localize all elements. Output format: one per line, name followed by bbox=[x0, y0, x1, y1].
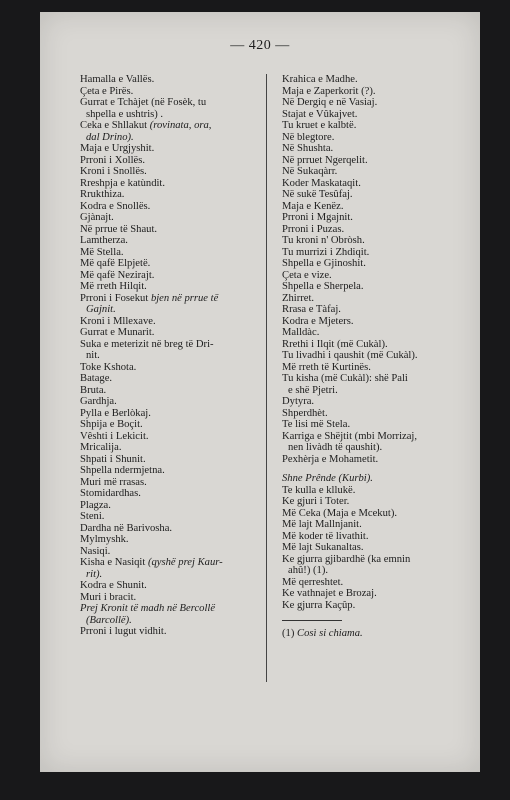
line-text: Ke vathnajet e Brozaj. bbox=[282, 588, 377, 599]
line-text: Shpija e Boçit. bbox=[80, 419, 143, 430]
line-text: Tu livadhi i qaushit (më Cukàl). bbox=[282, 350, 418, 361]
toponym-line bbox=[80, 304, 258, 316]
toponym-line bbox=[80, 86, 258, 98]
book-page bbox=[40, 12, 480, 772]
toponym-line bbox=[282, 519, 460, 531]
line-text: Prroni i lugut vidhit. bbox=[80, 626, 167, 637]
toponym-line bbox=[80, 419, 258, 431]
toponym-line bbox=[80, 97, 258, 109]
line-text: Rreshpja e katùndit. bbox=[80, 177, 166, 189]
line-text: Te lisi më Stela. bbox=[282, 419, 351, 430]
line-italic-note: (Barcollë). bbox=[86, 614, 132, 626]
line-text: Maja e Zaperkorit (?). bbox=[282, 85, 376, 97]
line-text: Zhirret. bbox=[282, 292, 315, 304]
toponym-line bbox=[282, 189, 460, 201]
toponym-line bbox=[80, 408, 258, 420]
toponym-line bbox=[80, 362, 258, 374]
line-italic-note: Shne Prênde (Kurbi). bbox=[282, 473, 373, 484]
toponym-line bbox=[282, 316, 460, 328]
line-text: Mylmyshk. bbox=[80, 534, 129, 545]
toponym-line bbox=[80, 615, 258, 627]
line-text: Shpella ndermjetna. bbox=[80, 465, 165, 476]
line-text: Më Ceka (Maja e Mcekut). bbox=[282, 507, 398, 519]
toponym-line bbox=[80, 534, 258, 546]
line-italic-note: Prej Kronit të madh në Bercollë bbox=[80, 603, 216, 614]
line-text: Më qerreshtet. bbox=[282, 576, 344, 588]
line-text: Gurrat e Tchàjet (në Fosèk, tu bbox=[80, 97, 207, 108]
toponym-line bbox=[80, 120, 258, 132]
footnote bbox=[282, 628, 460, 640]
toponym-line bbox=[282, 408, 460, 420]
toponym-line bbox=[80, 178, 258, 190]
toponym-line bbox=[282, 97, 460, 109]
toponym-line bbox=[282, 362, 460, 374]
line-text: Batage. bbox=[80, 373, 113, 384]
line-italic-note: bjen në prrue të bbox=[150, 292, 219, 304]
toponym-line bbox=[80, 592, 258, 604]
line-text: Vêshti i Lekicit. bbox=[80, 430, 149, 442]
line-text: Plagza. bbox=[80, 499, 111, 511]
line-text: Bruta. bbox=[80, 384, 107, 396]
toponym-line bbox=[282, 473, 460, 485]
line-text: Malldàc. bbox=[282, 327, 320, 338]
line-text: Prroni i Mgajnit. bbox=[282, 212, 353, 223]
toponym-line bbox=[80, 247, 258, 259]
toponym-line bbox=[282, 258, 460, 270]
line-text: Tu murrizi i Zhdiqit. bbox=[282, 246, 370, 258]
line-text: Ke gjuri i Toter. bbox=[282, 496, 350, 507]
line-text: Rrukthiza. bbox=[80, 189, 125, 200]
line-text: Më qafë Elpjetë. bbox=[80, 258, 151, 269]
line-text: Prroni i Puzas. bbox=[282, 223, 345, 235]
toponym-line bbox=[80, 212, 258, 224]
toponym-line bbox=[282, 270, 460, 282]
toponym-line bbox=[80, 396, 258, 408]
footnote-number: (1) bbox=[282, 628, 295, 639]
toponym-line bbox=[80, 270, 258, 282]
toponym-line bbox=[80, 580, 258, 592]
line-text: Koder Maskataqit. bbox=[282, 177, 361, 189]
line-text: Shpella e Gjinoshit. bbox=[282, 258, 366, 269]
line-text: Shpati i Shunit. bbox=[80, 453, 146, 465]
toponym-line bbox=[282, 565, 460, 577]
toponym-line bbox=[80, 143, 258, 155]
line-text: Toke Kshota. bbox=[80, 361, 137, 373]
line-text: Në prrue të Shaut. bbox=[80, 223, 158, 235]
toponym-line bbox=[282, 178, 460, 190]
toponym-line bbox=[282, 485, 460, 497]
toponym-line bbox=[80, 281, 258, 293]
line-text: Më lajt Sukanaltas. bbox=[282, 542, 364, 553]
line-text: Gjànajt. bbox=[80, 212, 114, 223]
toponym-line bbox=[282, 431, 460, 443]
toponym-line bbox=[80, 166, 258, 178]
line-text: Ke gjurra gjibardhë (ka emnin bbox=[282, 553, 411, 565]
toponym-line bbox=[80, 626, 258, 638]
line-text: Në Shushta. bbox=[282, 143, 334, 154]
line-text: Ceka e Shllakut bbox=[80, 120, 148, 131]
line-text: Stajat e Vûkajvet. bbox=[282, 108, 358, 120]
toponym-line bbox=[80, 546, 258, 558]
page-number: — 420 — bbox=[230, 38, 290, 53]
column-divider bbox=[266, 74, 267, 682]
toponym-line bbox=[282, 166, 460, 178]
footnote-rule bbox=[282, 620, 342, 621]
toponym-line bbox=[282, 588, 460, 600]
line-text: Kroni i Snollës. bbox=[80, 166, 147, 177]
toponym-line bbox=[282, 74, 460, 86]
line-text: Më koder të livathit. bbox=[282, 530, 369, 542]
toponym-line bbox=[80, 201, 258, 213]
toponym-line bbox=[282, 201, 460, 213]
toponym-line bbox=[282, 339, 460, 351]
line-text: Pexhèrja e Mohametit. bbox=[282, 453, 379, 465]
line-text: Kodra e Mjeters. bbox=[282, 315, 354, 327]
toponym-line bbox=[282, 281, 460, 293]
toponym-line bbox=[282, 293, 460, 305]
left-column bbox=[80, 74, 258, 638]
line-italic-note: (qyshë prej Kaur- bbox=[147, 557, 223, 568]
line-text: Në sukë Tesûfaj. bbox=[282, 189, 353, 200]
footnote-text: Così si chiama. bbox=[297, 628, 363, 639]
line-text: Gardhja. bbox=[80, 396, 117, 407]
line-text: Lamtherza. bbox=[80, 235, 128, 246]
line-text: Maja e Urgjyshit. bbox=[80, 143, 155, 154]
toponym-line bbox=[282, 373, 460, 385]
line-text: shpella e ushtris) . bbox=[86, 108, 164, 120]
line-text: Muri i bracit. bbox=[80, 591, 137, 603]
line-text: Në Dergiq e në Vasiaj. bbox=[282, 97, 378, 108]
toponym-line bbox=[282, 327, 460, 339]
toponym-line bbox=[80, 569, 258, 581]
line-text: Krahica e Madhe. bbox=[282, 74, 358, 85]
line-text: Maja e Kenëz. bbox=[282, 200, 344, 212]
toponym-line bbox=[282, 109, 460, 121]
line-text: Çeta e vize. bbox=[282, 269, 332, 281]
line-text: Më rreth të Kurtinës. bbox=[282, 361, 371, 373]
toponym-line bbox=[282, 600, 460, 612]
line-text: Kodra e Shunit. bbox=[80, 580, 147, 591]
toponym-line bbox=[80, 454, 258, 466]
toponym-line bbox=[80, 224, 258, 236]
toponym-line bbox=[282, 235, 460, 247]
line-text: Më lajt Mallnjanit. bbox=[282, 519, 362, 530]
toponym-line bbox=[80, 350, 258, 362]
toponym-line bbox=[80, 235, 258, 247]
toponym-line bbox=[80, 442, 258, 454]
toponym-line bbox=[282, 454, 460, 466]
line-text: nen livàdh të qaushit). bbox=[288, 442, 383, 453]
right-column-lines bbox=[282, 74, 460, 611]
toponym-line bbox=[80, 488, 258, 500]
line-text: Më Stella. bbox=[80, 246, 124, 258]
line-text: Tu kroni n' Obròsh. bbox=[282, 235, 365, 246]
line-text: Çeta e Pirës. bbox=[80, 85, 134, 97]
line-text: Karriga e Shëjtit (mbi Morrizaj, bbox=[282, 430, 418, 442]
line-text: nit. bbox=[86, 350, 100, 361]
toponym-line bbox=[282, 385, 460, 397]
line-italic-note: Gajnit. bbox=[86, 304, 116, 315]
toponym-line bbox=[282, 554, 460, 566]
line-text: Prroni i Xollës. bbox=[80, 154, 146, 166]
line-text: Dardha në Barivosha. bbox=[80, 522, 173, 534]
line-text: Kroni i Mllexave. bbox=[80, 315, 156, 327]
toponym-line bbox=[282, 442, 460, 454]
toponym-line bbox=[282, 419, 460, 431]
toponym-line bbox=[282, 577, 460, 589]
toponym-line bbox=[80, 327, 258, 339]
toponym-line bbox=[282, 542, 460, 554]
line-text: Tu kisha (më Cukàl): shë Pali bbox=[282, 373, 408, 384]
line-text: Prroni i Fosekut bbox=[80, 292, 149, 304]
line-text: Tu kruet e kalbtë. bbox=[282, 120, 357, 131]
toponym-line bbox=[282, 86, 460, 98]
toponym-line bbox=[80, 511, 258, 523]
toponym-line bbox=[80, 258, 258, 270]
toponym-line bbox=[80, 293, 258, 305]
toponym-line bbox=[282, 247, 460, 259]
toponym-line bbox=[282, 132, 460, 144]
toponym-line bbox=[80, 132, 258, 144]
toponym-line bbox=[282, 531, 460, 543]
toponym-line bbox=[282, 224, 460, 236]
toponym-line bbox=[80, 74, 258, 86]
line-text: Shperdhèt. bbox=[282, 407, 328, 419]
line-italic-note: (rovinata, ora, bbox=[149, 120, 212, 131]
toponym-line bbox=[80, 465, 258, 477]
toponym-line bbox=[282, 212, 460, 224]
toponym-line bbox=[80, 109, 258, 121]
line-text: Nasiqi. bbox=[80, 545, 111, 557]
toponym-line bbox=[80, 500, 258, 512]
line-text: Shpella e Sherpela. bbox=[282, 281, 364, 292]
line-text: Kodra e Snollës. bbox=[80, 200, 151, 212]
line-text: Më rreth Hilqit. bbox=[80, 281, 147, 292]
line-text: Në prruet Ngerqelit. bbox=[282, 154, 368, 166]
toponym-line bbox=[282, 396, 460, 408]
line-text: Dytyra. bbox=[282, 396, 315, 407]
line-text: Suka e meterizit në breg të Dri- bbox=[80, 338, 214, 350]
toponym-line bbox=[282, 496, 460, 508]
line-text: Stomidardhas. bbox=[80, 488, 141, 499]
toponym-line bbox=[80, 385, 258, 397]
line-text: Më qafë Nezirajt. bbox=[80, 269, 155, 281]
line-text: Kisha e Nasiqit bbox=[80, 557, 146, 568]
toponym-line bbox=[80, 373, 258, 385]
toponym-line bbox=[80, 189, 258, 201]
toponym-line bbox=[80, 603, 258, 615]
line-italic-note: dal Drino). bbox=[86, 131, 134, 143]
toponym-line bbox=[80, 557, 258, 569]
line-text: Gurrat e Munarit. bbox=[80, 327, 155, 338]
toponym-line bbox=[282, 155, 460, 167]
toponym-line bbox=[80, 523, 258, 535]
toponym-line bbox=[282, 120, 460, 132]
toponym-line bbox=[80, 431, 258, 443]
line-text: Te kulla e kllukë. bbox=[282, 484, 356, 496]
line-text: Rrethi i Ilqit (më Cukàl). bbox=[282, 338, 388, 350]
line-italic-note: rit). bbox=[86, 568, 103, 580]
toponym-line bbox=[282, 508, 460, 520]
line-text: Në blegtore. bbox=[282, 131, 335, 143]
toponym-line bbox=[80, 339, 258, 351]
line-text: e shë Pjetri. bbox=[288, 384, 338, 396]
toponym-line bbox=[80, 155, 258, 167]
line-text: ahû!) (1). bbox=[288, 565, 329, 576]
line-text: Pylla e Berlòkaj. bbox=[80, 407, 151, 419]
toponym-line bbox=[282, 143, 460, 155]
line-text: Steni. bbox=[80, 511, 105, 522]
line-text: Muri më rrasas. bbox=[80, 476, 147, 488]
toponym-line bbox=[282, 304, 460, 316]
toponym-line bbox=[80, 477, 258, 489]
line-text: Rrasa e Tàfaj. bbox=[282, 304, 341, 315]
right-column bbox=[282, 74, 460, 640]
toponym-line bbox=[282, 350, 460, 362]
line-text: Hamalla e Vallës. bbox=[80, 74, 155, 85]
toponym-line bbox=[80, 316, 258, 328]
line-text: Në Sukaqàrr. bbox=[282, 166, 338, 177]
line-text: Ke gjurra Kaçûp. bbox=[282, 599, 356, 611]
line-text: Mricalija. bbox=[80, 442, 122, 453]
